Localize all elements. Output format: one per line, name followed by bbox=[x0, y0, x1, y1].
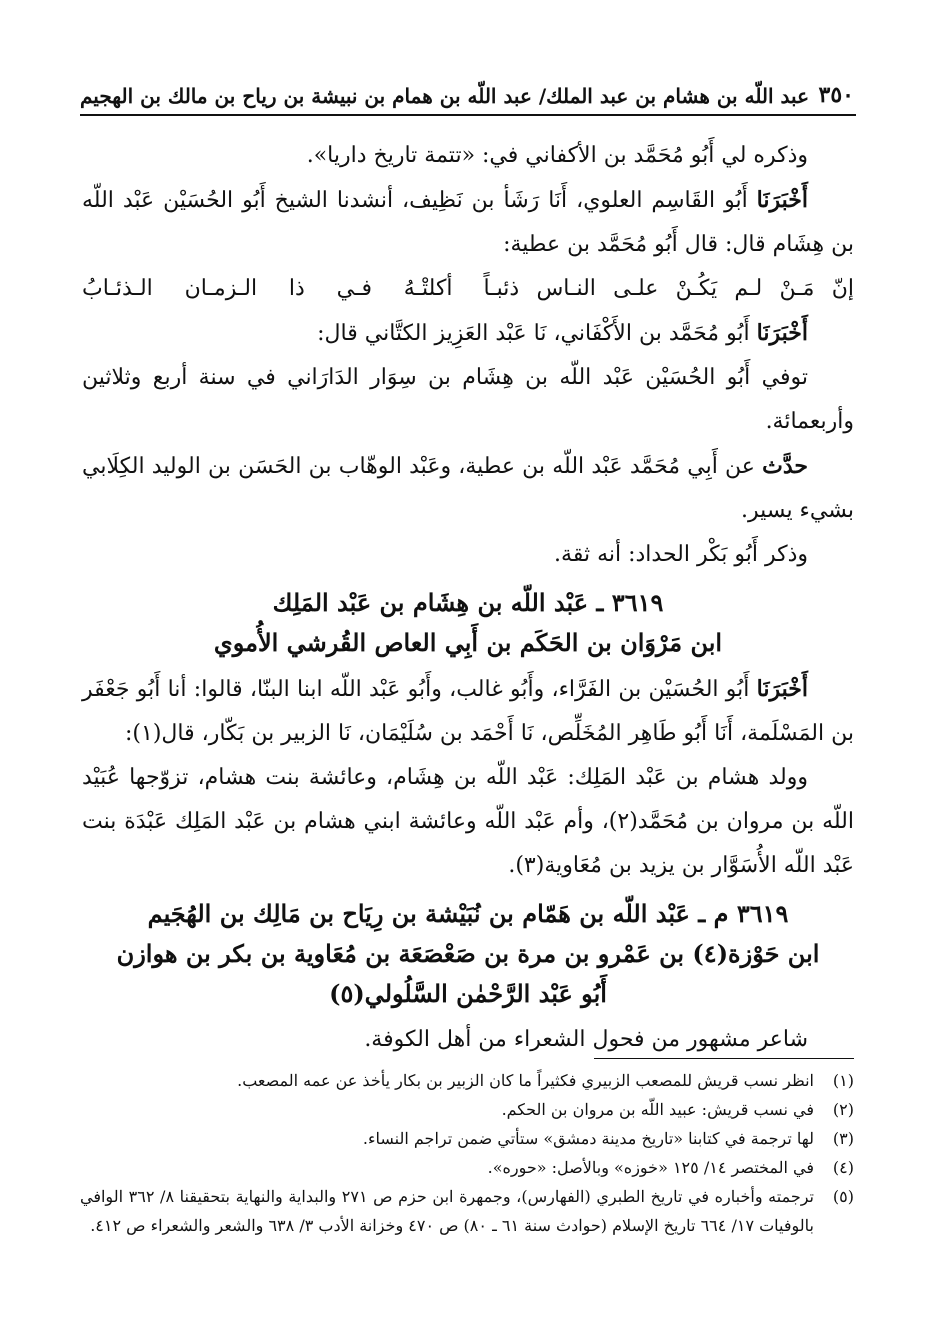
keyword: أَخْبَرَنَا bbox=[756, 676, 808, 702]
header-rule bbox=[80, 114, 856, 116]
paragraph-text: أَبُو مُحَمَّد بن الأَكْفَاني، نَا عَبْد العَزِيز الكتَّاني قال: bbox=[317, 321, 757, 346]
keyword: حدَّث bbox=[762, 453, 808, 479]
entry-heading bbox=[82, 583, 854, 663]
footnote-text: انظر نسب قريش للمصعب الزبيري فكثيراً ما كان الزبير بن بكار يأخذ عن عمه المصعب. bbox=[237, 1071, 814, 1090]
footnote bbox=[80, 1153, 854, 1182]
footnote bbox=[80, 1182, 854, 1240]
footnote-text: في المختصر ١٤/ ١٢٥ «خوزه» وبالأصل: «حوره». bbox=[487, 1158, 814, 1177]
footnote-number: (٢) bbox=[832, 1100, 854, 1119]
footnote-number: (٣) bbox=[832, 1129, 854, 1148]
paragraph bbox=[82, 311, 854, 356]
paragraph-text: عن أَبِي مُحَمَّد عَبْد اللّه بن عطية، وعَبْد الوهّاب بن الحَسَن بن الوليد الكِلَابي بشيء يسير. bbox=[82, 454, 854, 523]
entry-heading bbox=[82, 894, 854, 1014]
entry-heading-line: أَبُو عَبْد الرَّحْمٰن السَّلُولي(٥) bbox=[329, 979, 607, 1008]
running-title: عبد اللّه بن هشام بن عبد الملك/ عبد اللّه بن همام بن نبيشة بن رياح بن مالك بن الهجيم bbox=[80, 84, 810, 108]
running-header bbox=[80, 68, 854, 108]
main-text bbox=[82, 134, 854, 1062]
paragraph: وذكره لي أَبُو مُحَمَّد بن الأكفاني في: «تتمة تاريخ داريا». bbox=[306, 143, 808, 168]
entry-heading-line: ٣٦١٩ م ـ عَبْد اللّه بن هَمّام بن نُبَيْشة بن رِيَاح بن مَالِك بن الهُجَيم bbox=[147, 899, 789, 928]
entry-heading-line: ابن حَوْزة(٤) بن عَمْرو بن مرة بن صَعْصَعَة بن مُعَاوية بن بكر بن هوازن bbox=[116, 939, 820, 968]
entry-heading-line: ٣٦١٩ ـ عَبْد اللّه بن هِشَام بن عَبْد المَلِك bbox=[272, 588, 664, 617]
paragraph: وولد هشام بن عَبْد المَلِك: عَبْد اللّه بن هِشَام، وعائشة بنت هشام، تزوّجها عُبَيْد اللّه بن مروان بن مُحَمَّد(٢)، وأم عَبْد اللّه وعائشة ابني هشام بن عَبْد المَلِك عَبْدَة بنت عَبْد اللّه الأُسَوَّار بن يزيد بن مُعَاوية(٣). bbox=[82, 765, 854, 878]
entry-heading-line: ابن مَرْوَان بن الحَكَم بن أَبِي العاص القُرشي الأُموي bbox=[213, 628, 723, 657]
paragraph-text: أَبُو الحُسَيْن بن الفَرَّاء، وأَبُو غالب، وأَبُو عَبْد اللّه ابنا البنّا، قالوا: أنا أَبُو جَعْفَر بن المَسْلَمة، أَنَا أَبُو طَاهِر المُخَلِّص، نَا أَحْمَد بن سُلَيْمَان، نَا الزبير بن بَكّار، قال(١): bbox=[82, 677, 854, 746]
paragraph: شاعر مشهور من فحول الشعراء من أهل الكوفة. bbox=[364, 1027, 808, 1052]
paragraph: توفي أَبُو الحُسَيْن عَبْد اللّه بن هِشَام بن سِوَار الدَارَاني في سنة أربع وثلاثين وأربعمائة. bbox=[82, 365, 854, 434]
page-number: ٣٥٠ bbox=[818, 82, 854, 108]
verse-second-hemistich: أكلتْـهُ فـي ذا الـزمـان الـذئـابُ bbox=[82, 276, 453, 301]
paragraph-text: أَبُو القَاسِم العلوي، أَنَا رَشَأ بن نَظِيف، أنشدنا الشيخ أَبُو الحُسَيْن عَبْد اللّه بن هِشَام قال: قال أَبُو مُحَمَّد بن عطية: bbox=[82, 188, 854, 257]
paragraph bbox=[82, 444, 854, 533]
footnotes bbox=[80, 1066, 854, 1240]
paragraph bbox=[82, 667, 854, 756]
footnote-text: لها ترجمة في كتابنا «تاريخ مدينة دمشق» ستأتي ضمن تراجم النساء. bbox=[362, 1129, 814, 1148]
paragraph: وذكر أَبُو بَكْر الحداد: أنه ثقة. bbox=[554, 542, 808, 567]
footnote bbox=[80, 1124, 854, 1153]
paragraph bbox=[82, 178, 854, 267]
footnote bbox=[80, 1066, 854, 1095]
verse-first-hemistich: إنّ مَـنْ لـم يَكُـنْ علـى النـاس ذئبـاً bbox=[483, 276, 854, 301]
footnote-text: في نسب قريش: عبيد اللّه بن مروان بن الحكم. bbox=[501, 1100, 814, 1119]
footnote-number: (٥) bbox=[832, 1187, 854, 1206]
footnote bbox=[80, 1095, 854, 1124]
keyword: أَخْبَرَنَا bbox=[756, 320, 808, 346]
footnote-number: (٤) bbox=[832, 1158, 854, 1177]
footnote-text: ترجمته وأخباره في تاريخ الطبري (الفهارس)، وجمهرة ابن حزم ص ٢٧١ والبداية والنهاية بتحقيقنا ٨/ ٣٦٢ الوافي بالوفيات ١٧/ ٦٦٤ تاريخ الإسلام (حوادث سنة ٦١ ـ ٨٠) ص ٤٧٠ وخزانة الأدب ٣/ ٦٣٨ والشعر والشعراء ص ٤١٢. bbox=[80, 1187, 814, 1235]
poem-verse bbox=[82, 267, 854, 311]
footnote-rule bbox=[594, 1058, 854, 1059]
footnote-number: (١) bbox=[832, 1071, 854, 1090]
keyword: أَخْبَرَنَا bbox=[756, 187, 808, 213]
